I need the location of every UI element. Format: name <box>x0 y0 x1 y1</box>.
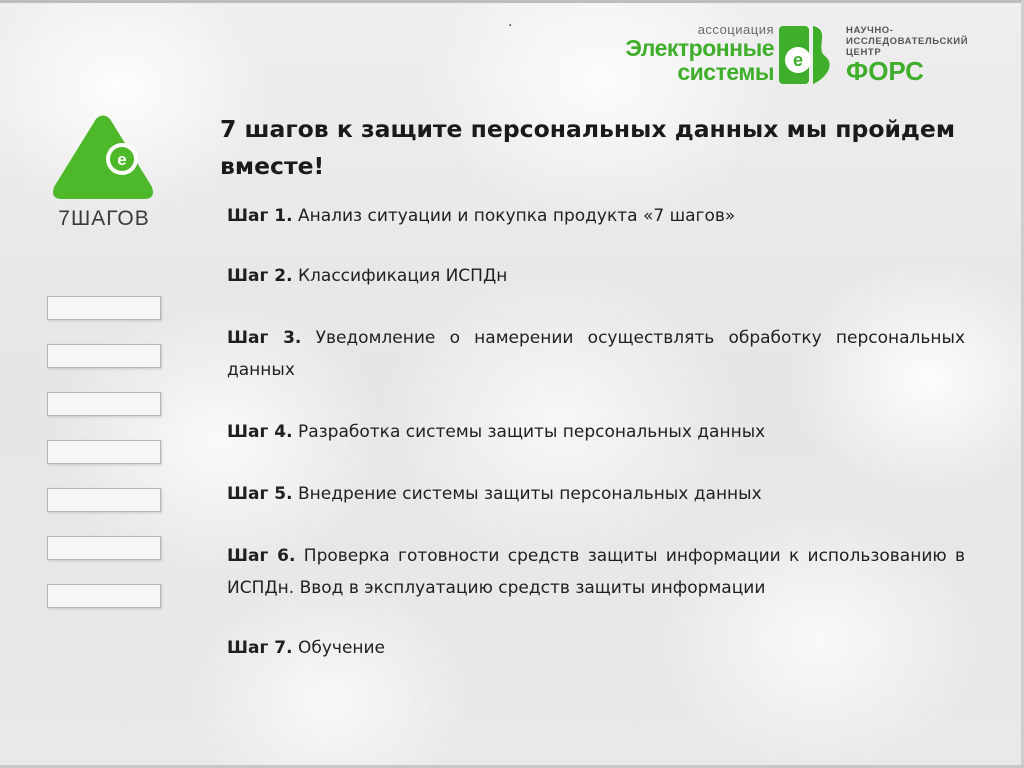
sidebar-step-box-4[interactable] <box>47 440 161 464</box>
page-title: 7 шагов к защите персональных данных мы пройдем вместе! <box>220 115 956 180</box>
step-text: Внедрение системы защиты персональных данных <box>297 484 762 504</box>
step-text: Анализ ситуации и покупка продукта «7 шагов» <box>297 206 736 226</box>
step-item-4 <box>227 416 965 448</box>
step-item-3 <box>227 322 965 386</box>
step-label: Шаг 5. <box>227 484 293 504</box>
step-label: Шаг 4. <box>227 422 293 442</box>
fors-line1: НАУЧНО- <box>846 25 894 36</box>
association-name-line1: Электронные <box>625 35 774 61</box>
step-text: Разработка системы защиты персональных данных <box>297 422 766 442</box>
association-label: ассоциация <box>697 22 774 37</box>
seven-steps-logo-letter: e <box>117 150 127 169</box>
association-logo <box>606 22 774 88</box>
step-item-5 <box>227 478 965 510</box>
fors-line3: ЦЕНТР <box>846 47 882 58</box>
seven-steps-logo-icon <box>50 115 156 199</box>
step-text: Проверка готовности средств защиты информации к использованию в ИСПДн. Ввод в эксплуатацию средств защиты информации <box>227 546 966 598</box>
es-emblem-icon <box>779 26 837 84</box>
step-label: Шаг 3. <box>227 328 302 348</box>
fors-logo <box>846 25 996 87</box>
step-text: Уведомление о намерении осуществлять обработку персональных данных <box>227 328 966 380</box>
sidebar-step-box-2[interactable] <box>47 344 161 368</box>
sidebar-step-box-3[interactable] <box>47 392 161 416</box>
association-name-line2: системы <box>677 59 774 85</box>
step-label: Шаг 6. <box>227 546 296 566</box>
sidebar-step-box-6[interactable] <box>47 536 161 560</box>
step-label: Шаг 2. <box>227 266 293 286</box>
top-border <box>0 0 1024 3</box>
step-label: Шаг 7. <box>227 638 293 658</box>
fors-name: ФОРС <box>846 56 924 86</box>
sidebar-step-box-5[interactable] <box>47 488 161 512</box>
step-label: Шаг 1. <box>227 206 293 226</box>
step-item-7 <box>227 632 965 664</box>
step-text: Обучение <box>297 638 386 658</box>
step-item-6 <box>227 540 965 604</box>
seven-steps-logo-text: 7ШАГОВ <box>58 207 150 230</box>
fors-line2: ИССЛЕДОВАТЕЛЬСКИЙ <box>846 36 969 47</box>
sidebar-step-box-7[interactable] <box>47 584 161 608</box>
header-dot: · <box>508 18 513 34</box>
es-emblem-letter: e <box>792 50 804 70</box>
step-text: Классификация ИСПДн <box>297 266 508 286</box>
step-item-1 <box>227 200 965 232</box>
sidebar-step-box-1[interactable] <box>47 296 161 320</box>
step-item-2 <box>227 260 965 292</box>
